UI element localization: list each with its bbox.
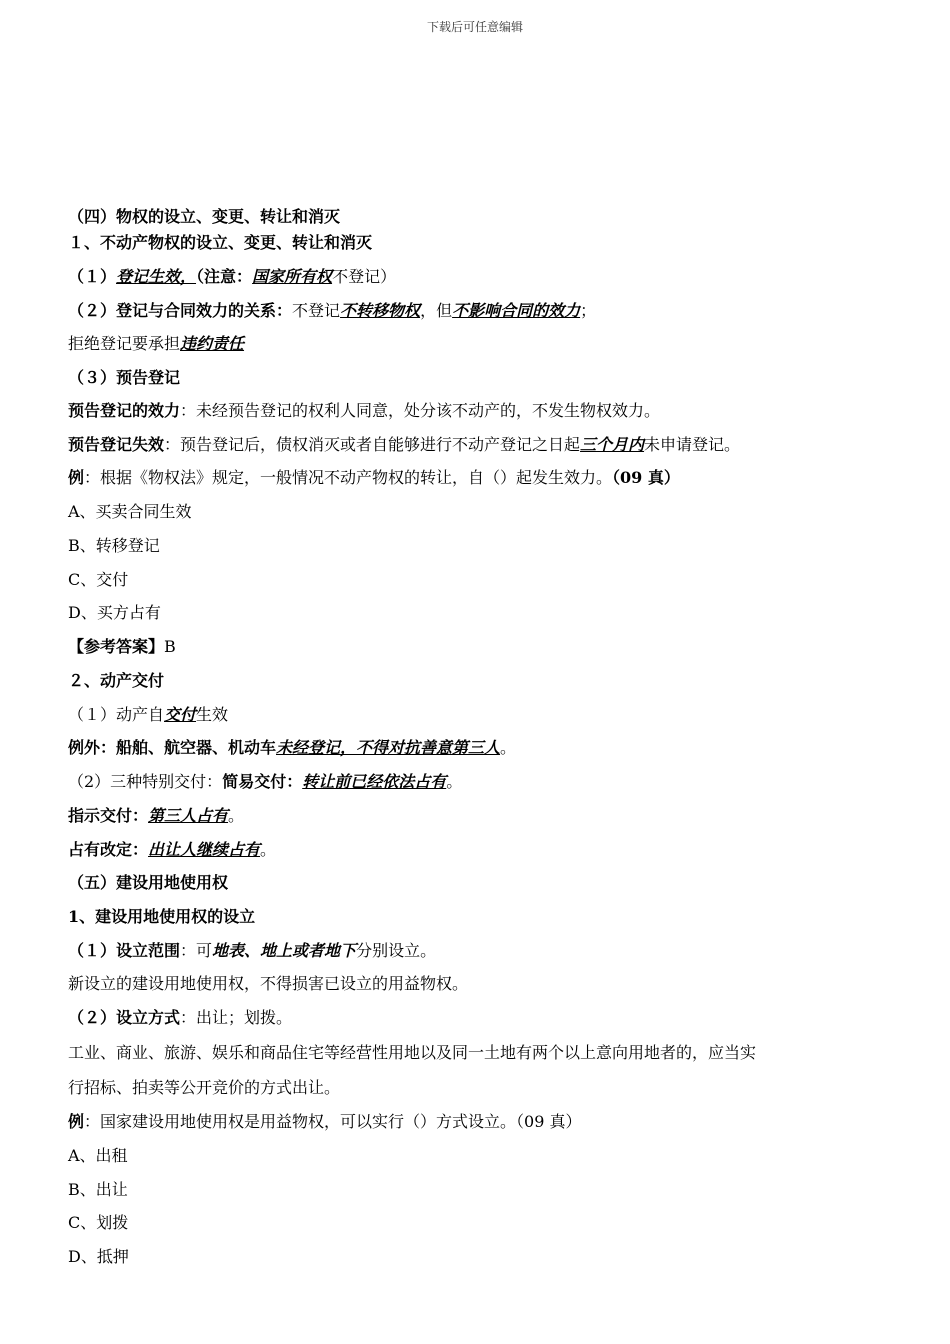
option-d-2: D、抵押 — [68, 1247, 129, 1266]
line-registration-effect: （１）登记生效，（注意：国家所有权不登记） — [68, 267, 397, 286]
example-question-1: 例：根据《物权法》规定，一般情况不动产物权的转让，自（）起发生效力。（09 真） — [68, 468, 680, 487]
option-a-2: A、出租 — [68, 1146, 128, 1165]
option-b-2: B、出让 — [68, 1180, 128, 1199]
line-possession-change: 占有改定：出让人继续占有。 — [68, 840, 277, 859]
subsection-title-5-1: 1、建设用地使用权的设立 — [68, 907, 256, 926]
reference-answer: 【参考答案】B — [68, 637, 176, 656]
option-d: D、买方占有 — [68, 603, 161, 622]
line-pre-registration-expiry: 预告登记失效：预告登记后，债权消灭或者自能够进行不动产登记之日起三个月内未申请登记。 — [68, 435, 741, 454]
line-movable-delivery: （１）动产自交付生效 — [68, 705, 229, 724]
line-new-right: 新设立的建设用地使用权，不得损害已设立的用益物权。 — [68, 974, 469, 993]
line-special-delivery: （2）三种特别交付：简易交付：转让前已经依法占有。 — [68, 772, 463, 791]
line-refuse-registration: 拒绝登记要承担违约责任 — [68, 334, 245, 353]
line-indicative-delivery: 指示交付：第三人占有。 — [68, 806, 245, 825]
section-title-4: （四）物权的设立、变更、转让和消灭 — [68, 207, 341, 226]
line-establish-method: （２）设立方式：出让；划拨。 — [68, 1008, 293, 1027]
line-commercial-land: 工业、商业、旅游、娱乐和商品住宅等经营性用地以及同一土地有两个以上意向用地者的，应当实 — [68, 1043, 757, 1062]
subsection-title-1: １、不动产物权的设立、变更、转让和消灭 — [68, 233, 373, 252]
line-establish-scope: （１）设立范围：可地表、地上或者地下分别设立。 — [68, 941, 437, 960]
page-header: 下载后可任意编辑 — [426, 20, 523, 34]
line-pre-registration-effect: 预告登记的效力：未经预告登记的权利人同意，处分该不动产的，不发生物权效力。 — [68, 401, 661, 420]
section-title-5: （五）建设用地使用权 — [68, 873, 229, 892]
line-commercial-land-cont: 行招标、拍卖等公开竞价的方式出让。 — [68, 1078, 341, 1097]
option-b: B、转移登记 — [68, 536, 160, 555]
option-c-2: C、划拨 — [68, 1213, 129, 1232]
option-c: C、交付 — [68, 570, 129, 589]
subsection-title-2: ２、动产交付 — [68, 671, 165, 690]
line-exception: 例外：船舶、航空器、机动车未经登记，不得对抗善意第三人。 — [68, 738, 517, 757]
line-registration-contract: （２）登记与合同效力的关系：不登记不转移物权，但不影响合同的效力； — [68, 301, 597, 320]
option-a: A、买卖合同生效 — [68, 502, 192, 521]
line-pre-registration-title: （３）预告登记 — [68, 368, 181, 387]
example-question-2: 例：国家建设用地使用权是用益物权，可以实行（）方式设立。（09 真） — [68, 1112, 582, 1131]
